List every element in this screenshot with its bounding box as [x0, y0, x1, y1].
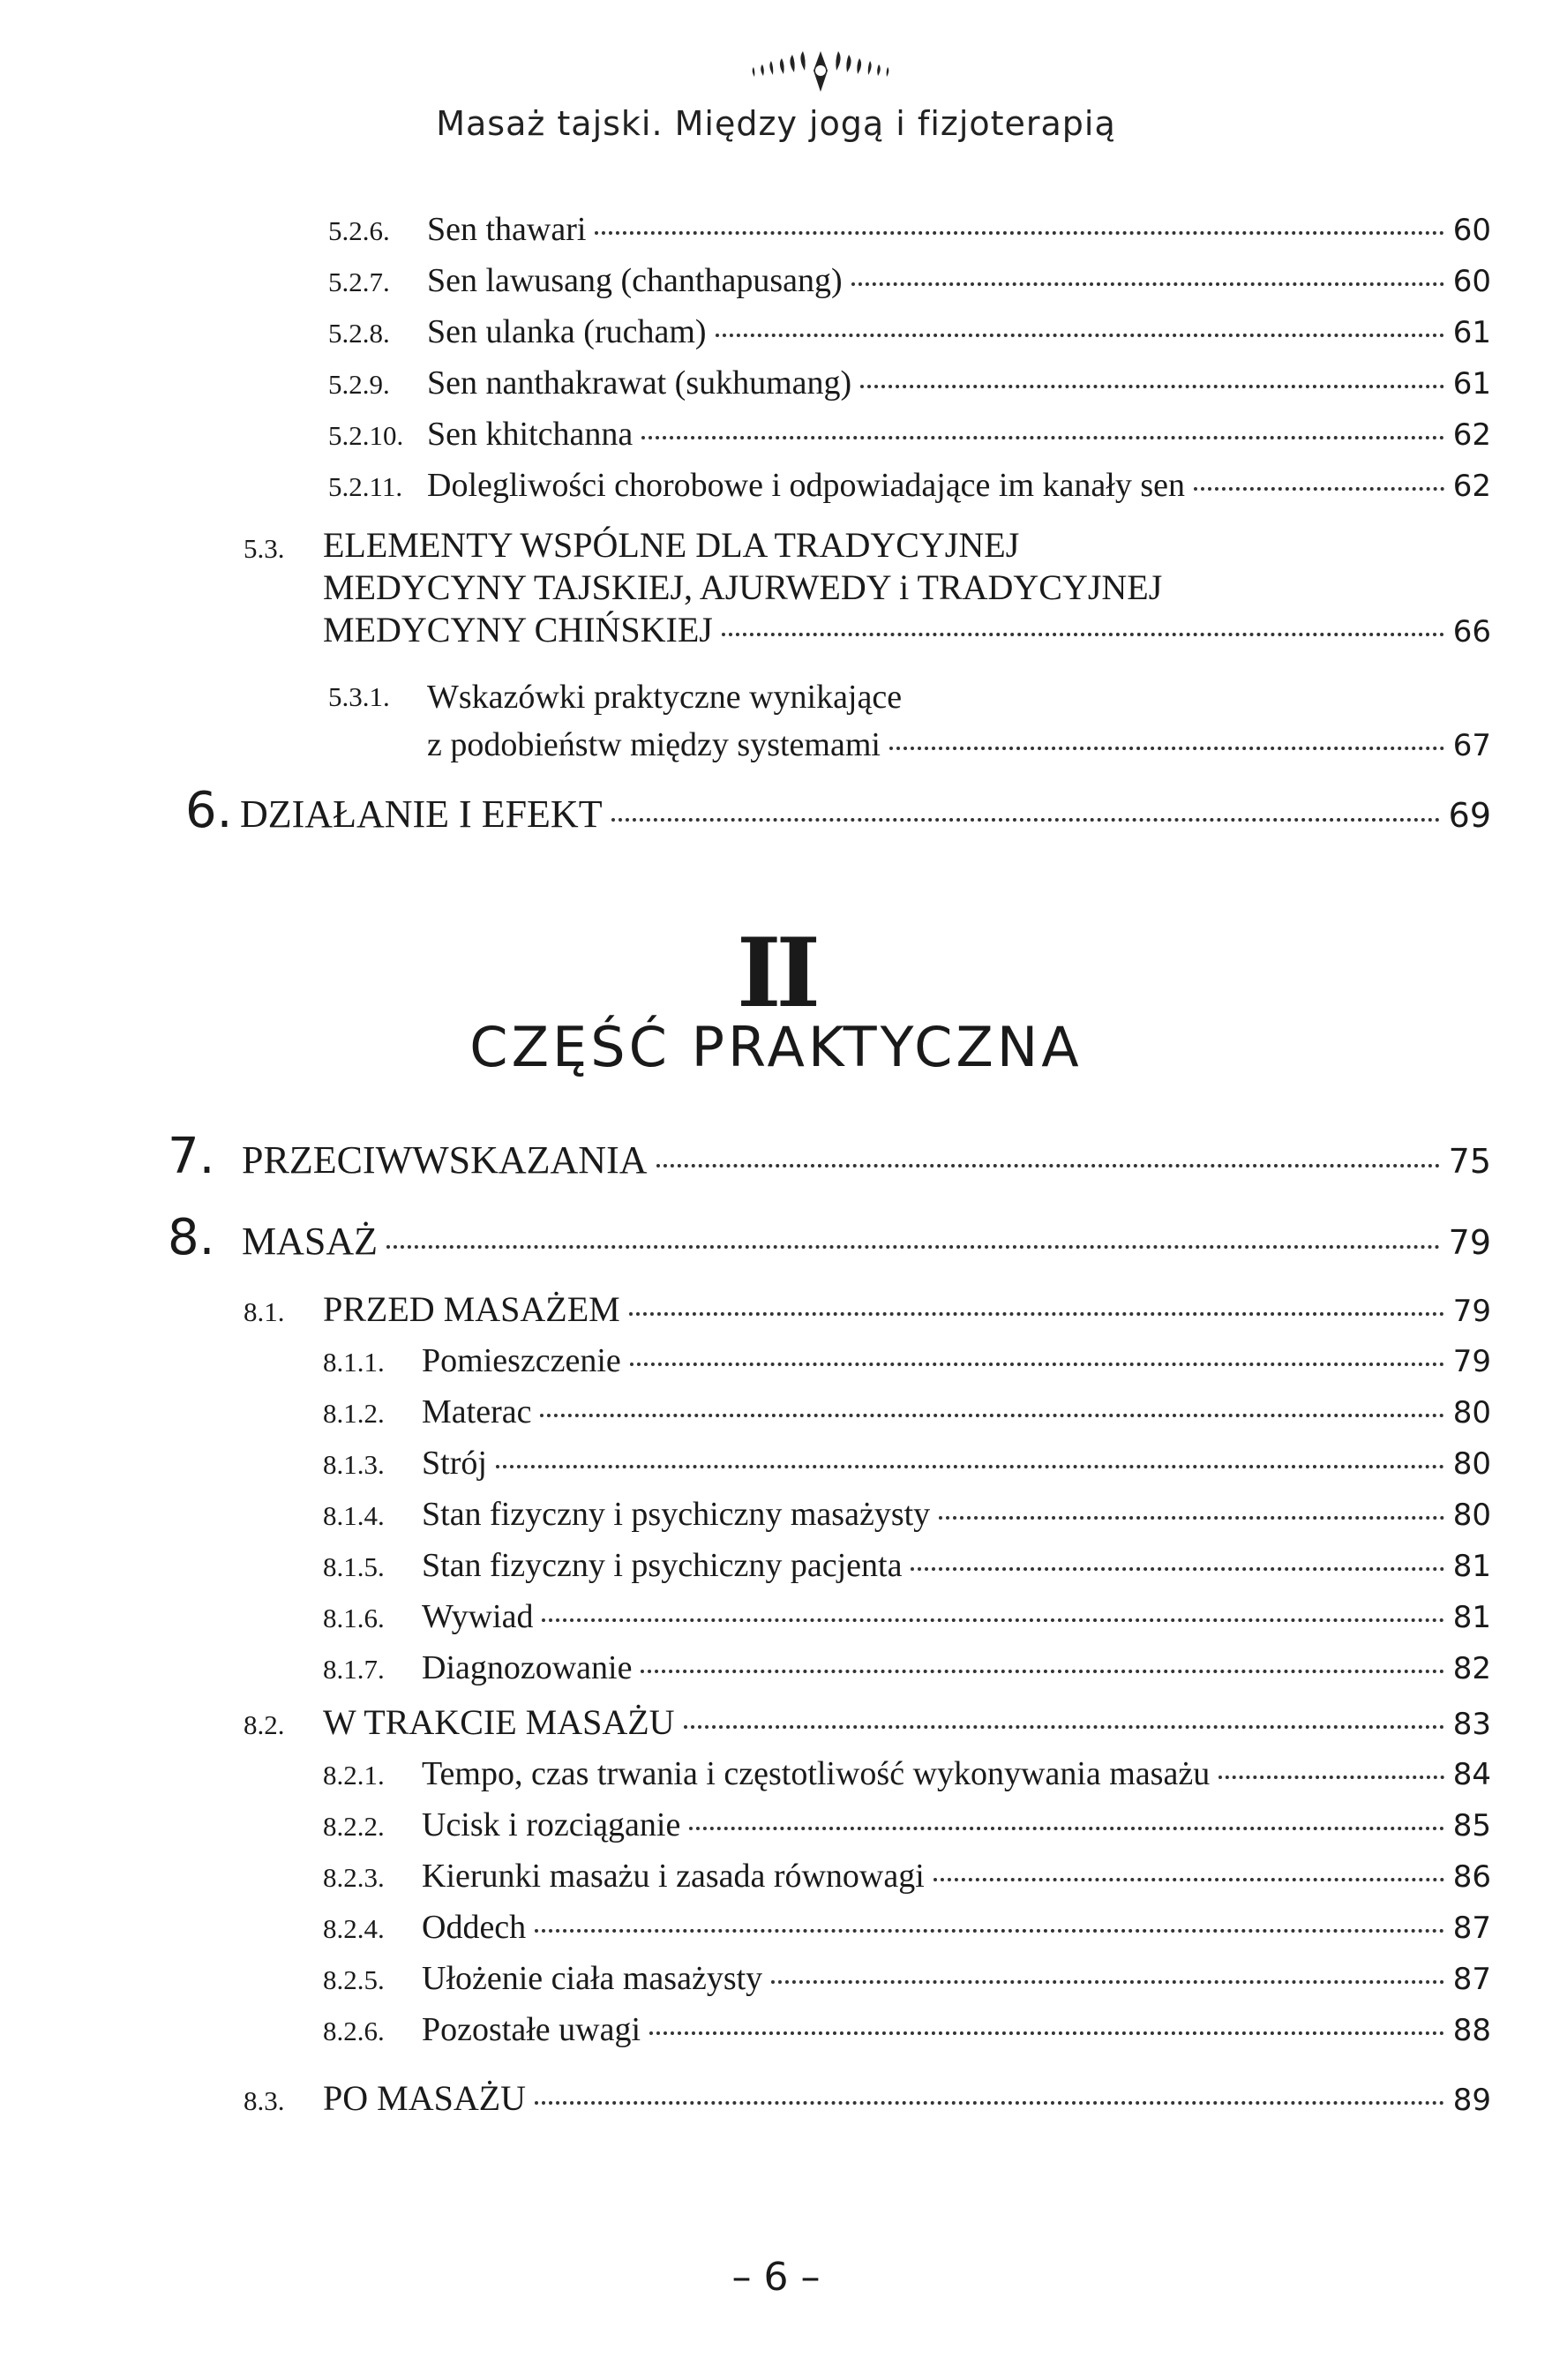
- toc-section-8-3: [244, 2077, 1491, 2119]
- toc-chapter-number: 8.: [168, 1209, 215, 1266]
- toc-entry-page: 66: [1452, 614, 1491, 649]
- toc-entry-page: 84: [1452, 1757, 1491, 1792]
- toc-section-8-2: [244, 1701, 1491, 1743]
- toc-entry-number: 5.2.10.: [328, 420, 404, 451]
- leader-dots: [1194, 487, 1444, 491]
- toc-entry-page: 82: [1452, 1651, 1491, 1686]
- leader-dots: [656, 1164, 1440, 1167]
- toc-chapter-8: [168, 1209, 1491, 1266]
- toc-entry-number: 5.3.: [244, 533, 285, 564]
- toc-chapter-page: 79: [1448, 1223, 1491, 1262]
- leader-dots: [911, 1567, 1443, 1571]
- toc-entry-page: 81: [1452, 1600, 1491, 1635]
- leader-dots: [629, 1312, 1444, 1316]
- toc-entry-5-2-11: [328, 466, 1491, 505]
- toc-entry-title: Materac: [422, 1393, 532, 1430]
- toc-entry-page: 80: [1452, 1395, 1491, 1430]
- toc-entry-title: Tempo, czas trwania i częstotliwość wykonywania masażu: [422, 1755, 1211, 1792]
- toc-entry-title: W TRAKCIE MASAŻU: [323, 1702, 675, 1742]
- toc-entry-8-1-2: [323, 1393, 1491, 1431]
- toc-entry-8-2-2: [323, 1806, 1491, 1844]
- toc-entry-page: 67: [1452, 728, 1491, 763]
- toc-entry-last-line: [427, 722, 1491, 769]
- toc-entry-8-1-1: [323, 1341, 1491, 1380]
- toc-entry-5-2-7: [328, 261, 1491, 300]
- leader-dots: [641, 1670, 1443, 1673]
- toc-entry-last-line: [323, 609, 1491, 653]
- toc-entry-8-2-1: [323, 1754, 1491, 1793]
- toc-entry-5-2-6: [328, 210, 1491, 249]
- toc-entry-8-1-6: [323, 1597, 1491, 1636]
- toc-entry-8-2-4: [323, 1908, 1491, 1947]
- toc-entry-number: 5.2.6.: [328, 215, 390, 246]
- toc-entry-8-1-7: [323, 1648, 1491, 1687]
- toc-entry-page: 80: [1452, 1498, 1491, 1533]
- toc-entry-page: 79: [1452, 1294, 1491, 1329]
- leader-dots: [860, 385, 1444, 388]
- toc-chapter-title: MASAŻ: [242, 1220, 379, 1263]
- part-title: CZĘŚĆ PRAKTYCZNA: [469, 1015, 1083, 1079]
- toc-entry-page: 60: [1452, 213, 1491, 248]
- toc-entry-title-line-2: MEDYCYNY TAJSKIEJ, AJURWEDY i TRADYCYJNEJ: [323, 567, 1163, 607]
- running-header-title: Masaż tajski. Między jogą i fizjoterapią: [436, 104, 1116, 143]
- leader-dots: [611, 818, 1440, 822]
- toc-entry-title: Sen lawusang (chanthapusang): [427, 262, 843, 299]
- toc-entry-title: Strój: [422, 1445, 487, 1482]
- toc-entry-8-2-6: [323, 2010, 1491, 2049]
- toc-entry-title-line-2: z podobieństw między systemami: [427, 726, 881, 763]
- toc-chapter-number: 7.: [168, 1128, 215, 1185]
- toc-entry-title: Pomieszczenie: [422, 1342, 621, 1379]
- toc-chapter-6: [185, 782, 1491, 839]
- leader-dots: [689, 1827, 1443, 1830]
- toc-entry-title: Ułożenie ciała masażysty: [422, 1960, 763, 1997]
- toc-entry-page: 61: [1452, 315, 1491, 350]
- toc-entry-title: Ucisk i rozciąganie: [422, 1806, 681, 1843]
- toc-entry-number: 8.1.7.: [323, 1654, 385, 1685]
- toc-entry-number: 8.3.: [244, 2085, 285, 2116]
- toc-entry-8-1-4: [323, 1495, 1491, 1534]
- toc-entry-title: PRZED MASAŻEM: [323, 1289, 620, 1329]
- toc-entry-8-2-3: [323, 1857, 1491, 1896]
- toc-entry-number: 8.2.: [244, 1709, 285, 1740]
- toc-entry-page: 87: [1452, 1911, 1491, 1946]
- toc-entry-5-2-8: [328, 312, 1491, 351]
- page-number: – 6 –: [731, 2255, 821, 2300]
- leader-dots: [933, 1878, 1444, 1881]
- toc-entry-title: Pozostałe uwagi: [422, 2011, 641, 2048]
- leader-dots: [684, 1725, 1444, 1729]
- toc-entry-number: 8.1.5.: [323, 1551, 385, 1582]
- toc-entry-title: Dolegliwości chorobowe i odpowiadające im kanały sen: [427, 467, 1185, 504]
- toc-entry-number: 8.1.: [244, 1296, 285, 1327]
- toc-entry-number: 5.2.11.: [328, 471, 403, 502]
- leader-dots: [771, 1980, 1444, 1984]
- toc-entry-number: 8.1.2.: [323, 1398, 385, 1429]
- toc-entry-number: 5.2.7.: [328, 267, 390, 297]
- toc-entry-number: 8.2.6.: [323, 2016, 385, 2046]
- toc-entry-5-3-1: [328, 674, 1491, 771]
- toc-entry-title: Oddech: [422, 1909, 527, 1946]
- toc-entry-title: Sen ulanka (rucham): [427, 313, 707, 350]
- toc-entry-title: Stan fizyczny i psychiczny pacjenta: [422, 1547, 903, 1584]
- toc-section-8-1: [244, 1288, 1491, 1330]
- toc-entry-title: Diagnozowanie: [422, 1649, 633, 1686]
- toc-entry-page: 62: [1452, 469, 1491, 504]
- toc-entry-8-1-5: [323, 1546, 1491, 1585]
- toc-entry-number: 5.2.9.: [328, 369, 390, 400]
- toc-entry-5-2-10: [328, 415, 1491, 454]
- toc-entry-title: Sen nanthakrawat (sukhumang): [427, 364, 852, 402]
- toc-entry-page: 79: [1452, 1344, 1491, 1379]
- toc-entry-page: 61: [1452, 366, 1491, 402]
- part-numeral: II: [736, 918, 816, 1029]
- toc-entry-page: 62: [1452, 417, 1491, 453]
- toc-entry-number: 8.1.3.: [323, 1449, 385, 1480]
- toc-entry-title-line-1: ELEMENTY WSPÓLNE DLA TRADYCYJNEJ: [323, 525, 1020, 565]
- toc-chapter-page: 69: [1448, 796, 1491, 835]
- toc-entry-title-line-1: Wskazówki praktyczne wynikające: [427, 679, 903, 716]
- toc-entry-page: 85: [1452, 1808, 1491, 1843]
- toc-entry-title: PO MASAŻU: [323, 2078, 527, 2118]
- toc-chapter-7: [168, 1128, 1491, 1185]
- toc-entry-number: 8.1.6.: [323, 1603, 385, 1633]
- leader-dots: [939, 1516, 1444, 1520]
- toc-entry-page: 80: [1452, 1446, 1491, 1482]
- toc-entry-8-1-3: [323, 1444, 1491, 1483]
- toc-chapter-number: 6.: [185, 782, 233, 839]
- toc-entry-title: Stan fizyczny i psychiczny masażysty: [422, 1496, 931, 1533]
- toc-chapter-title: DZIAŁANIE I EFEKT: [240, 792, 603, 836]
- toc-entry-number: 8.2.5.: [323, 1964, 385, 1995]
- leader-dots: [540, 1414, 1443, 1417]
- toc-entry-page: 81: [1452, 1549, 1491, 1584]
- leader-dots: [641, 436, 1444, 439]
- toc-entry-title: Kierunki masażu i zasada równowagi: [422, 1858, 925, 1895]
- toc-entry-page: 89: [1452, 2083, 1491, 2118]
- leader-dots: [630, 1363, 1444, 1366]
- leader-dots: [851, 282, 1444, 286]
- toc-entry-number: 8.2.3.: [323, 1862, 385, 1893]
- toc-entry-number: 5.3.1.: [328, 681, 390, 712]
- toc-entry-number: 8.1.4.: [323, 1500, 385, 1531]
- toc-chapter-page: 75: [1448, 1142, 1491, 1181]
- leader-dots: [595, 231, 1443, 235]
- toc-entry-number: 8.1.1.: [323, 1347, 385, 1378]
- leader-dots: [535, 2101, 1444, 2105]
- toc-entry-title: Sen khitchanna: [427, 416, 634, 453]
- toc-entry-title: Sen thawari: [427, 211, 587, 248]
- toc-entry-page: 83: [1452, 1707, 1491, 1742]
- toc-entry-title: Wywiad: [422, 1598, 534, 1635]
- toc-entry-page: 60: [1452, 264, 1491, 299]
- decorative-ornament-icon: [688, 44, 953, 97]
- leader-dots: [535, 1929, 1444, 1933]
- toc-entry-number: 8.2.4.: [323, 1913, 385, 1944]
- toc-entry-page: 87: [1452, 1962, 1491, 1997]
- leader-dots: [386, 1245, 1440, 1249]
- toc-entry-number: 8.2.2.: [323, 1811, 385, 1842]
- toc-chapter-title: PRZECIWWSKAZANIA: [242, 1138, 648, 1182]
- leader-dots: [722, 633, 1444, 636]
- leader-dots: [1218, 1776, 1444, 1779]
- toc-entry-5-3: [244, 524, 1491, 657]
- toc-entry-number: 8.2.1.: [323, 1760, 385, 1791]
- toc-entry-page: 86: [1452, 1859, 1491, 1895]
- toc-entry-page: 88: [1452, 2013, 1491, 2048]
- toc-entry-title-line-3: MEDYCYNY CHIŃSKIEJ: [323, 610, 713, 649]
- toc-entry-number: 5.2.8.: [328, 318, 390, 349]
- leader-dots: [496, 1465, 1444, 1468]
- toc-entry-5-2-9: [328, 364, 1491, 402]
- toc-entry-8-2-5: [323, 1959, 1491, 1998]
- leader-dots: [889, 747, 1444, 750]
- leader-dots: [649, 2031, 1444, 2035]
- leader-dots: [716, 334, 1444, 337]
- leader-dots: [542, 1618, 1443, 1622]
